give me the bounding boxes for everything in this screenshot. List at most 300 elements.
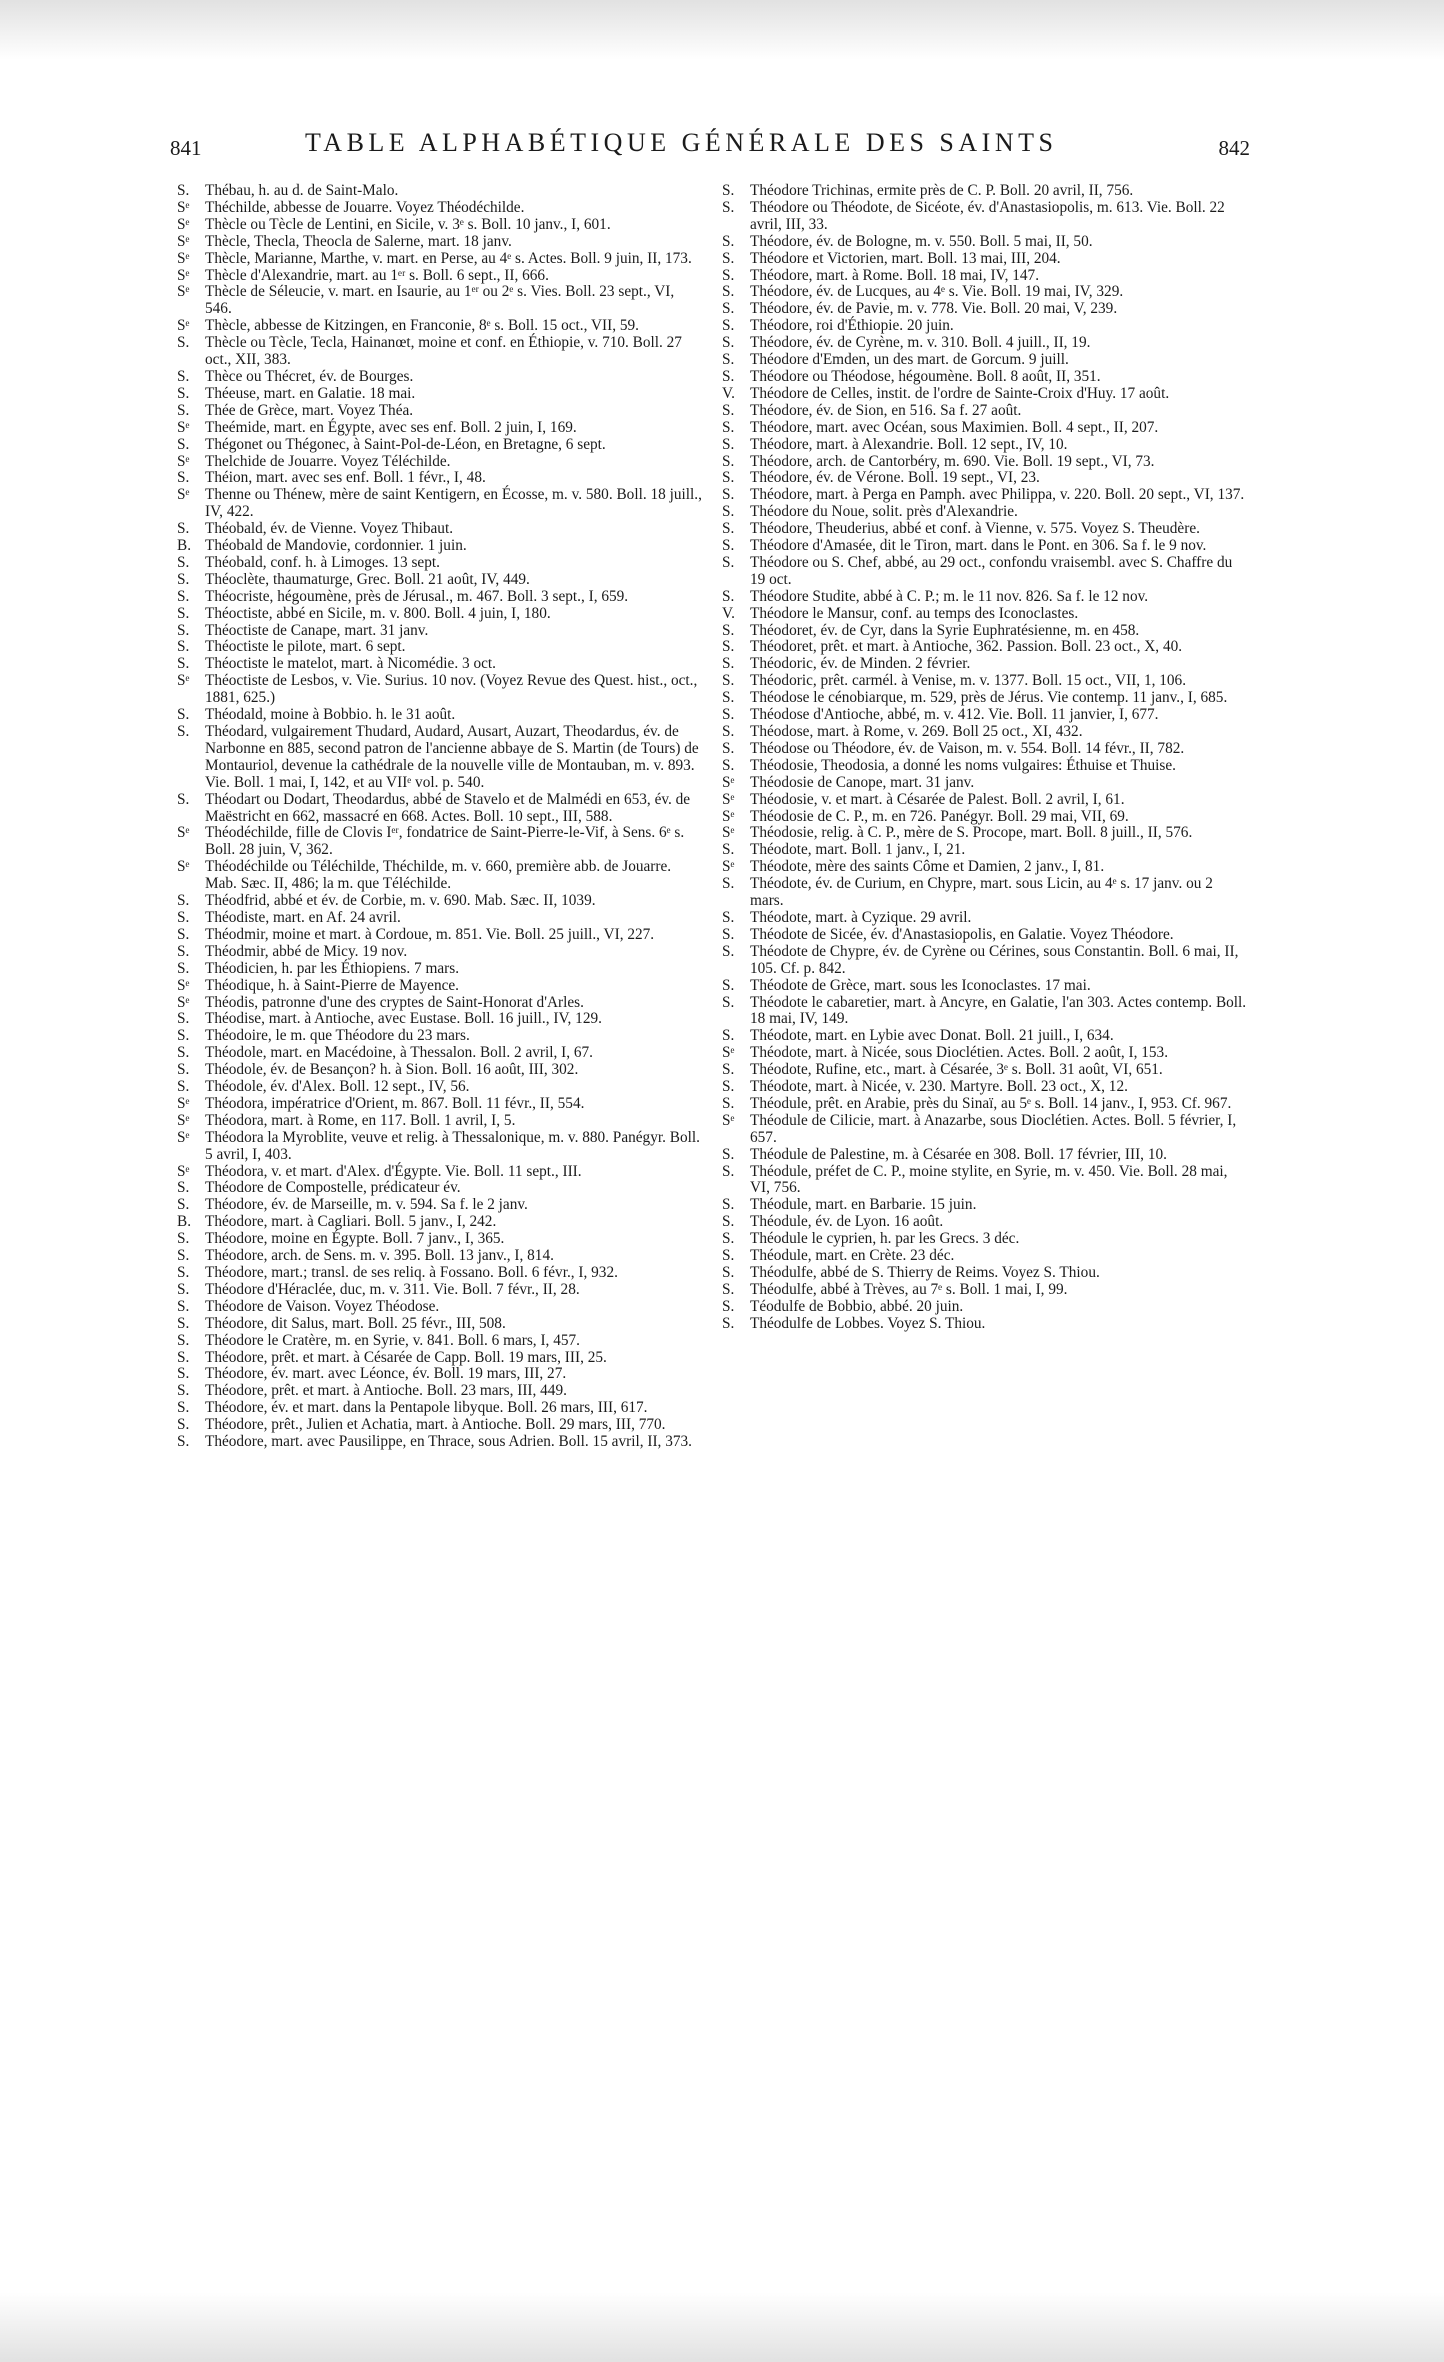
entry-prefix: Sᵉ [177, 249, 190, 267]
entry-prefix: S. [722, 1078, 735, 1096]
entry-text: Théodoret, év. de Cyr, dans la Syrie Euphratésienne, m. en 458. [750, 621, 1140, 639]
index-entry [177, 369, 702, 386]
entry-text: Théodore, mart.; transl. de ses reliq. à Fossano. Boll. 6 févr., I, 932. [205, 1264, 618, 1281]
index-entry [177, 538, 702, 555]
index-entry [177, 386, 702, 403]
index-entry [722, 1079, 1247, 1096]
entry-prefix: S. [722, 908, 735, 926]
index-entry [722, 1096, 1247, 1113]
entry-text: Théodule, mart. en Barbarie. 15 juin. [750, 1196, 977, 1214]
entry-prefix: S. [722, 587, 735, 605]
entry-prefix: Sᵉ [722, 824, 735, 842]
entry-prefix: S. [177, 1247, 190, 1265]
entry-prefix: S. [177, 435, 190, 453]
entry-text: Théodosie de Canope, mart. 31 janv. [750, 773, 975, 791]
entry-text: Théodore, év. de Sion, en 516. Sa f. 27 août. [750, 401, 1022, 419]
entry-text: Théodore ou Théodote, de Sicéote, év. d'Anastasiopolis, m. 613. Vie. Boll. 22 avril, III, 33. [750, 198, 1225, 233]
entry-prefix: Sᵉ [177, 232, 190, 250]
entry-text: Théobald, év. de Vienne. Voyez Thibaut. [205, 520, 454, 538]
entry-text: Théodote le cabaretier, mart. à Ancyre, en Galatie, l'an 303. Actes contemp. Boll. 18 mai, IV, 149. [750, 993, 1247, 1028]
entry-text: Théodore, év. de Marseille, m. v. 594. Sa f. le 2 janv. [205, 1196, 528, 1214]
entry-prefix: S. [177, 706, 190, 724]
scan-shadow-bottom [0, 2292, 1444, 2362]
entry-prefix: S. [177, 367, 190, 385]
index-entry [177, 1197, 702, 1214]
index-entry [177, 1400, 702, 1417]
entry-prefix: S. [722, 655, 735, 673]
entry-text: Théodule de Cilicie, mart. à Anazarbe, sous Dioclétien. Actes. Boll. 5 février, I, 657. [750, 1111, 1237, 1146]
entry-text: Théodosie, v. et mart. à Césarée de Palest. Boll. 2 avril, I, 61. [750, 790, 1125, 808]
index-entry [722, 606, 1247, 623]
entry-text: Théodote, mart. à Cyzique. 29 avril. [750, 908, 972, 926]
entry-text: Théodiste, mart. en Af. 24 avril. [205, 908, 401, 926]
entry-prefix: S. [722, 1297, 735, 1315]
index-entry [722, 910, 1247, 927]
index-entry [177, 1079, 702, 1096]
entry-text: Théodora, v. et mart. d'Alex. d'Égypte. Vie. Boll. 11 sept., III. [205, 1162, 582, 1180]
index-entry [177, 268, 702, 285]
index-entry [722, 403, 1247, 420]
entry-prefix: S. [722, 1145, 735, 1163]
entry-prefix: Sᵉ [177, 993, 190, 1011]
entry-prefix: S. [177, 384, 190, 402]
index-entry [177, 673, 702, 707]
entry-prefix: Sᵉ [177, 824, 190, 842]
entry-text: Théoctiste de Canape, mart. 31 janv. [205, 621, 429, 639]
entry-text: Théodora, mart. à Rome, en 117. Boll. 1 avril, I, 5. [205, 1111, 516, 1129]
index-entry [722, 1316, 1247, 1333]
entry-text: Théodore, prêt., Julien et Achatia, mart. à Antioche. Boll. 29 mars, III, 770. [205, 1416, 666, 1434]
index-entry [722, 1231, 1247, 1248]
index-entry [722, 656, 1247, 673]
entry-prefix: S. [722, 198, 735, 216]
index-entry [177, 1434, 702, 1451]
entry-prefix: S. [177, 1433, 190, 1451]
index-entry [177, 978, 702, 995]
index-entry [177, 792, 702, 826]
entry-prefix: S. [722, 182, 735, 199]
entry-prefix: S. [722, 925, 735, 943]
index-entry [722, 1028, 1247, 1045]
index-entry [722, 1299, 1247, 1316]
index-entry [722, 1147, 1247, 1164]
entry-text: Théodore, arch. de Sens. m. v. 395. Boll. 13 janv., I, 814. [205, 1247, 554, 1265]
entry-text: Théodote de Grèce, mart. sous les Iconoclastes. 17 mai. [750, 976, 1091, 994]
entry-prefix: S. [722, 401, 735, 419]
entry-text: Théodore Studite, abbé à C. P.; m. le 11 nov. 826. Sa f. le 12 nov. [750, 587, 1149, 605]
entry-prefix: S. [177, 1179, 190, 1197]
entry-text: Théodote, mart. en Lybie avec Donat. Boll. 21 juill., I, 634. [750, 1027, 1114, 1045]
entry-text: Théodore et Victorien, mart. Boll. 13 mai, III, 204. [750, 249, 1061, 267]
entry-prefix: S. [177, 1365, 190, 1383]
entry-text: Thècle, abbesse de Kitzingen, en Franconie, 8ᵉ s. Boll. 15 oct., VII, 59. [205, 317, 639, 335]
entry-prefix: S. [177, 604, 190, 622]
entry-text: Théodicien, h. par les Éthiopiens. 7 mars. [205, 959, 460, 977]
left-page-number: 841 [170, 136, 202, 160]
entry-prefix: S. [177, 723, 190, 740]
page-header [170, 128, 1250, 164]
entry-text: Théodore, Theuderius, abbé et conf. à Vienne, v. 575. Voyez S. Theudère. [750, 520, 1200, 538]
index-entry [177, 403, 702, 420]
entry-text: Théodore ou Théodose, hégoumène. Boll. 8 août, II, 351. [750, 367, 1101, 385]
index-entry [177, 859, 702, 893]
entry-prefix: S. [177, 638, 190, 656]
entry-text: Théodote, Rufine, etc., mart. à Césarée, 3ᵉ s. Boll. 31 août, VI, 651. [750, 1061, 1163, 1079]
entry-prefix: V. [722, 604, 735, 622]
entry-text: Thècle, Thecla, Theocla de Salerne, mart. 18 janv. [205, 232, 512, 250]
entry-prefix: S. [722, 739, 735, 757]
entry-prefix: S. [722, 553, 735, 571]
entry-text: Théodoric, prêt. carmél. à Venise, m. v. 1377. Boll. 15 oct., VII, 1, 106. [750, 672, 1187, 690]
index-entry [177, 318, 702, 335]
entry-text: Thècle ou Tècle, Tecla, Hainanœt, moine et conf. en Éthiopie, v. 710. Boll. 27 oct., XII, 383. [205, 334, 682, 369]
entry-prefix: S. [177, 1331, 190, 1349]
index-entry [722, 1197, 1247, 1214]
index-entry [722, 234, 1247, 251]
entry-text: Théodosie de C. P., m. en 726. Panégyr. Boll. 29 mai, VII, 69. [750, 807, 1129, 825]
index-entry [722, 792, 1247, 809]
entry-prefix: S. [177, 908, 190, 926]
entry-text: Théodulfe de Lobbes. Voyez S. Thiou. [750, 1314, 986, 1332]
entry-text: Théion, mart. avec ses enf. Boll. 1 févr., I, 48. [205, 469, 486, 487]
entry-text: Théodote de Sicée, év. d'Anastasiopolis, en Galatie. Voyez Théodore. [750, 925, 1174, 943]
entry-prefix: S. [722, 993, 735, 1011]
entry-text: Théodore, mart. à Perga en Pamph. avec Philippa, v. 220. Boll. 20 sept., VI, 137. [750, 486, 1245, 504]
index-entry [722, 1265, 1247, 1282]
entry-prefix: S. [177, 1382, 190, 1400]
index-entry [722, 741, 1247, 758]
entry-prefix: S. [722, 334, 735, 352]
entry-text: Théodart ou Dodart, Theodardus, abbé de Stavelo et de Malmédi en 653, év. de Maëstricht en 662, massacré en 668. Actes. Boll. 10 sept., III, 588. [205, 790, 691, 825]
entry-prefix: S. [722, 452, 735, 470]
entry-text: Théoctiste le pilote, mart. 6 sept. [205, 638, 406, 656]
entry-text: Thècle ou Tècle de Lentini, en Sicile, v. 3ᵉ s. Boll. 10 janv., I, 601. [205, 215, 611, 233]
index-entry [722, 927, 1247, 944]
index-entry [177, 893, 702, 910]
entry-prefix: Sᵉ [722, 773, 735, 791]
index-entry [177, 1282, 702, 1299]
index-entry [177, 1350, 702, 1367]
entry-text: Théodore le Cratère, m. en Syrie, v. 841. Boll. 6 mars, I, 457. [205, 1331, 580, 1349]
entry-text: Théodore d'Héraclée, duc, m. v. 311. Vie. Boll. 7 févr., II, 28. [205, 1280, 580, 1298]
entry-text: Théodose le cénobiarque, m. 529, près de Jérus. Vie contemp. 11 janv., I, 685. [750, 689, 1228, 707]
index-entry [722, 555, 1247, 589]
entry-text: Théodore le Mansur, conf. au temps des Iconoclastes. [750, 604, 1079, 622]
entry-text: Théodosie, relig. à C. P., mère de S. Procope, mart. Boll. 8 juill., II, 576. [750, 824, 1193, 842]
index-entry [722, 318, 1247, 335]
index-entry [722, 1045, 1247, 1062]
entry-text: Théodore de Vaison. Voyez Théodose. [205, 1297, 440, 1315]
index-entry [722, 470, 1247, 487]
entry-text: Théodore, év. de Bologne, m. v. 550. Boll. 5 mai, II, 50. [750, 232, 1093, 250]
index-entry [722, 200, 1247, 234]
entry-text: Théodoric, év. de Minden. 2 février. [750, 655, 971, 673]
entry-text: Théodore, moine en Égypte. Boll. 7 janv., I, 365. [205, 1230, 505, 1248]
entry-prefix: S. [177, 1196, 190, 1214]
entry-prefix: S. [722, 317, 735, 335]
entry-text: Thècle, Marianne, Marthe, v. mart. en Perse, au 4ᵉ s. Actes. Boll. 9 juin, II, 173. [205, 249, 692, 267]
entry-text: Théodore, dit Salus, mart. Boll. 25 févr., III, 508. [205, 1314, 506, 1332]
entry-prefix: S. [177, 570, 190, 588]
entry-prefix: S. [177, 1044, 190, 1062]
entry-text: Theémide, mart. en Égypte, avec ses enf. Boll. 2 juin, I, 169. [205, 418, 577, 436]
entry-prefix: S. [177, 1078, 190, 1096]
entry-text: Théodfrid, abbé et év. de Corbie, m. v. 690. Mab. Sæc. II, 1039. [205, 892, 596, 910]
entry-prefix: S. [722, 1094, 735, 1112]
index-entry [177, 707, 702, 724]
entry-text: Théodis, patronne d'une des cryptes de Saint-Honorat d'Arles. [205, 993, 584, 1011]
index-entry [177, 335, 702, 369]
index-entry [722, 437, 1247, 454]
entry-text: Théoclète, thaumaturge, Grec. Boll. 21 août, IV, 449. [205, 570, 530, 588]
entry-prefix: Sᵉ [177, 452, 190, 470]
scan-shadow-top [0, 0, 1444, 60]
entry-prefix: S. [177, 790, 190, 808]
index-entry [177, 1316, 702, 1333]
entry-prefix: S. [722, 418, 735, 436]
index-entry [722, 454, 1247, 471]
index-entry [722, 775, 1247, 792]
index-entry [177, 521, 702, 538]
index-entry [177, 656, 702, 673]
entry-text: Théodald, moine à Bobbio. h. le 31 août. [205, 706, 456, 724]
index-entry [177, 470, 702, 487]
entry-prefix: Sᵉ [177, 283, 190, 301]
index-entry [177, 454, 702, 471]
index-entry [177, 572, 702, 589]
entry-prefix: Sᵉ [177, 486, 190, 504]
entry-text: Théodéchilde ou Téléchilde, Théchilde, m. v. 660, première abb. de Jouarre. Mab. Sæc. II, 486; la m. que Téléchilde. [205, 858, 672, 893]
index-entry [177, 1096, 702, 1113]
right-column [722, 183, 1247, 1333]
entry-prefix: Sᵉ [177, 1162, 190, 1180]
index-entry [722, 1248, 1247, 1265]
index-entry [177, 1265, 702, 1282]
entry-prefix: Sᵉ [177, 317, 190, 335]
entry-prefix: S. [722, 232, 735, 250]
index-entry [177, 1028, 702, 1045]
entry-text: Théodard, vulgairement Thudard, Audard, Ausart, Auzart, Theodardus, év. de Narbonne en 885, second patron de l'ancienne abbaye de S. Martin (de Tours) de Montauriol, devenue la cathédrale de la nouvelle ville de Montauban, m. v. 893. Vie. Boll. 1 mai, I, 142, et au VIIᵉ vol. p. 540. [205, 723, 699, 791]
entry-prefix: S. [722, 503, 735, 521]
index-entry [722, 623, 1247, 640]
index-entry [177, 420, 702, 437]
entry-text: Thècle de Séleucie, v. mart. en Isaurie, au 1ᵉʳ ou 2ᵉ s. Vies. Boll. 23 sept., VI, 546. [205, 283, 675, 318]
entry-text: Théodoret, prêt. et mart. à Antioche, 362. Passion. Boll. 23 oct., X, 40. [750, 638, 1183, 656]
entry-prefix: Sᵉ [722, 858, 735, 876]
entry-text: Théodore, év. de Pavie, m. v. 778. Vie. Boll. 20 mai, V, 239. [750, 300, 1118, 318]
entry-text: Théodose d'Antioche, abbé, m. v. 412. Vie. Boll. 11 janvier, I, 677. [750, 706, 1159, 724]
index-entry [177, 944, 702, 961]
entry-prefix: S. [177, 1010, 190, 1028]
entry-prefix: Sᵉ [177, 418, 190, 436]
entry-prefix: S. [722, 875, 735, 893]
entry-prefix: Sᵉ [722, 790, 735, 808]
index-entry [177, 1113, 702, 1130]
entry-text: Thégonet ou Thégonec, à Saint-Pol-de-Léon, en Bretagne, 6 sept. [205, 435, 606, 453]
entry-prefix: Sᵉ [177, 858, 190, 876]
entry-prefix: S. [722, 942, 735, 960]
entry-text: Théobald de Mandovie, cordonnier. 1 juin. [205, 537, 467, 555]
entry-text: Théodore, mart. avec Pausilippe, en Thrace, sous Adrien. Boll. 15 avril, II, 373. [205, 1433, 692, 1451]
entry-prefix: S. [722, 621, 735, 639]
index-entry [722, 1214, 1247, 1231]
index-entry [177, 1248, 702, 1265]
index-entry [722, 352, 1247, 369]
entry-text: Théchilde, abbesse de Jouarre. Voyez Théodéchilde. [205, 198, 525, 216]
entry-text: Théodule, év. de Lyon. 16 août. [750, 1213, 944, 1231]
entry-prefix: S. [722, 976, 735, 994]
index-entry [177, 234, 702, 251]
entry-text: Théodote, mart. à Nicée, v. 230. Martyre. Boll. 23 oct., X, 12. [750, 1078, 1128, 1096]
index-entry [722, 724, 1247, 741]
entry-prefix: S. [177, 892, 190, 910]
index-entry [177, 1011, 702, 1028]
entry-text: Thècle d'Alexandrie, mart. au 1ᵉʳ s. Boll. 6 sept., II, 666. [205, 266, 549, 284]
entry-text: Thée de Grèce, mart. Voyez Théa. [205, 401, 414, 419]
entry-prefix: S. [722, 1196, 735, 1214]
index-entry [177, 1180, 702, 1197]
index-entry [177, 1214, 702, 1231]
index-entry [722, 690, 1247, 707]
entry-prefix: S. [722, 1162, 735, 1180]
entry-prefix: S. [722, 672, 735, 690]
index-entry [722, 707, 1247, 724]
entry-text: Théodore de Celles, instit. de l'ordre de Sainte-Croix d'Huy. 17 août. [750, 384, 1170, 402]
index-entry [177, 589, 702, 606]
entry-text: Théodule le cyprien, h. par les Grecs. 3 déc. [750, 1230, 1020, 1248]
index-entry [177, 639, 702, 656]
entry-prefix: S. [177, 1348, 190, 1366]
index-entry [177, 1062, 702, 1079]
index-entry [177, 1366, 702, 1383]
entry-prefix: S. [722, 300, 735, 318]
entry-text: Théodule, mart. en Crète. 23 déc. [750, 1247, 955, 1265]
entry-text: Théoctiste, abbé en Sicile, m. v. 800. Boll. 4 juin, I, 180. [205, 604, 551, 622]
entry-prefix: S. [177, 621, 190, 639]
entry-prefix: S. [722, 283, 735, 301]
index-entry [722, 876, 1247, 910]
index-entry [722, 978, 1247, 995]
entry-text: Théodore, év. de Cyrène, m. v. 310. Boll. 4 juill., II, 19. [750, 334, 1091, 352]
entry-text: Théodole, év. d'Alex. Boll. 12 sept., IV, 56. [205, 1078, 470, 1096]
index-entry [177, 1417, 702, 1434]
entry-prefix: S. [722, 367, 735, 385]
index-entry [177, 1299, 702, 1316]
entry-prefix: S. [722, 1280, 735, 1298]
entry-prefix: Sᵉ [177, 266, 190, 284]
index-entry [722, 386, 1247, 403]
entry-text: Théodole, mart. en Macédoine, à Thessalon. Boll. 2 avril, I, 67. [205, 1044, 593, 1062]
entry-text: Théeuse, mart. en Galatie. 18 mai. [205, 384, 416, 402]
index-entry [177, 623, 702, 640]
entry-prefix: S. [177, 1280, 190, 1298]
entry-prefix: S. [177, 587, 190, 605]
entry-prefix: B. [177, 537, 192, 555]
index-entry [722, 842, 1247, 859]
index-entry [177, 1383, 702, 1400]
entry-text: Téodulfe de Bobbio, abbé. 20 juin. [750, 1297, 964, 1315]
entry-prefix: S. [177, 553, 190, 571]
entry-prefix: S. [177, 520, 190, 538]
entry-prefix: S. [722, 1314, 735, 1332]
index-entry [722, 487, 1247, 504]
entry-prefix: Sᵉ [722, 807, 735, 825]
entry-prefix: Sᵉ [177, 1094, 190, 1112]
entry-prefix: S. [722, 469, 735, 487]
entry-prefix: S. [722, 351, 735, 369]
index-entry [177, 995, 702, 1012]
index-entry [722, 995, 1247, 1029]
entry-prefix: S. [722, 1213, 735, 1231]
entry-prefix: S. [177, 401, 190, 419]
entry-text: Thèce ou Thécret, év. de Bourges. [205, 367, 414, 385]
entry-text: Théodote, mart. Boll. 1 janv., I, 21. [750, 841, 966, 859]
index-entry [177, 1045, 702, 1062]
index-entry [177, 1130, 702, 1164]
entry-prefix: S. [177, 1230, 190, 1248]
entry-text: Théodore, prêt. et mart. à Césarée de Capp. Boll. 19 mars, III, 25. [205, 1348, 607, 1366]
entry-prefix: S. [177, 1061, 190, 1079]
index-entry [722, 301, 1247, 318]
index-entry [722, 673, 1247, 690]
entry-prefix: S. [177, 1027, 190, 1045]
entry-prefix: V. [722, 384, 735, 402]
entry-text: Théodora, impératrice d'Orient, m. 867. Boll. 11 févr., II, 554. [205, 1094, 585, 1112]
index-entry [177, 724, 702, 792]
entry-text: Théodore, mart. à Alexandrie. Boll. 12 sept., IV, 10. [750, 435, 1068, 453]
index-entry [177, 555, 702, 572]
index-entry [177, 910, 702, 927]
entry-prefix: Sᵉ [177, 1128, 190, 1146]
index-entry [722, 1062, 1247, 1079]
entry-text: Théodique, h. à Saint-Pierre de Mayence. [205, 976, 460, 994]
entry-prefix: S. [722, 706, 735, 724]
entry-text: Théodore, mart. à Rome. Boll. 18 mai, IV, 147. [750, 266, 1040, 284]
entry-prefix: S. [722, 520, 735, 538]
index-entry [177, 1231, 702, 1248]
entry-text: Théoctiste le matelot, mart. à Nicomédie. 3 oct. [205, 655, 496, 673]
entry-prefix: Sᵉ [177, 672, 190, 690]
entry-prefix: S. [722, 537, 735, 555]
entry-prefix: S. [722, 435, 735, 453]
entry-text: Théodosie, Theodosia, a donné les noms vulgaires: Éthuise et Thuise. [750, 756, 1176, 774]
index-entry [177, 284, 702, 318]
index-entry [722, 251, 1247, 268]
entry-prefix: S. [722, 1247, 735, 1265]
index-entry [177, 606, 702, 623]
entry-text: Théodole, év. de Besançon? h. à Sion. Boll. 16 août, III, 302. [205, 1061, 579, 1079]
entry-prefix: S. [722, 486, 735, 504]
entry-prefix: S. [722, 689, 735, 707]
entry-text: Théodore, roi d'Éthiopie. 20 juin. [750, 317, 954, 335]
entry-text: Théodule, préfet de C. P., moine stylite, en Syrie, m. v. 450. Vie. Boll. 28 mai, VI, 756. [750, 1162, 1228, 1197]
entry-text: Théodore ou S. Chef, abbé, au 29 oct., confondu vraisembl. avec S. Chaffre du 19 oct. [750, 553, 1233, 588]
entry-prefix: S. [722, 1027, 735, 1045]
entry-prefix: S. [177, 469, 190, 487]
index-entry [722, 944, 1247, 978]
entry-text: Théodore, év. de Lucques, au 4ᵉ s. Vie. Boll. 19 mai, IV, 329. [750, 283, 1124, 301]
entry-prefix: S. [722, 723, 735, 740]
entry-text: Théodore d'Emden, un des mart. de Gorcum. 9 juill. [750, 351, 1069, 369]
entry-prefix: S. [177, 1314, 190, 1332]
entry-prefix: S. [177, 1416, 190, 1434]
index-entry [722, 639, 1247, 656]
entry-text: Théodore, év. de Vérone. Boll. 19 sept., VI, 23. [750, 469, 1040, 487]
index-entry [177, 1333, 702, 1350]
index-entry [177, 927, 702, 944]
index-entry [177, 251, 702, 268]
entry-text: Théodore de Compostelle, prédicateur év. [205, 1179, 461, 1197]
